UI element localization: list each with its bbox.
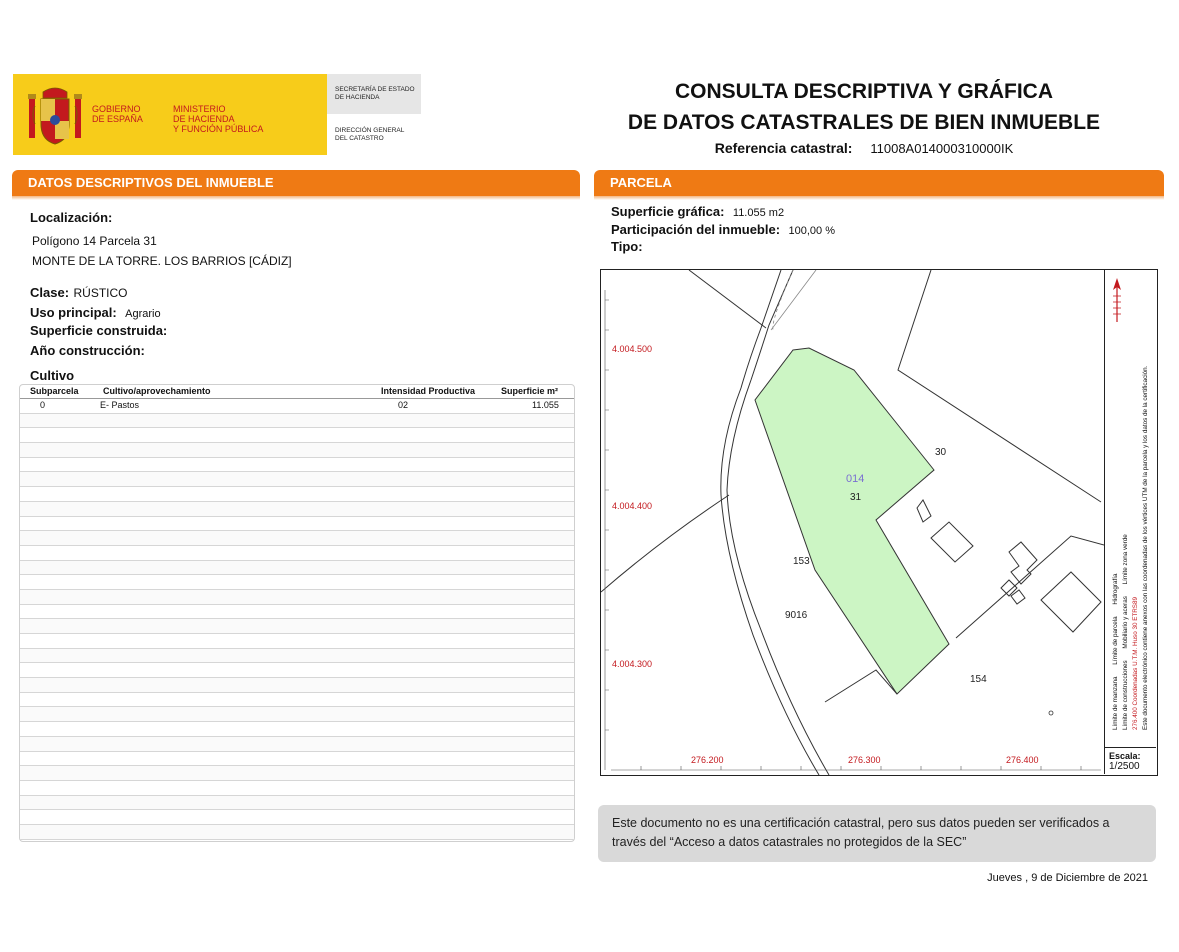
localizacion-line2: MONTE DE LA TORRE. LOS BARRIOS [CÁDIZ] [32, 254, 292, 268]
table-row: 0 E- Pastos 02 11.055 [20, 399, 574, 414]
table-row-empty [20, 414, 574, 429]
x-coord-label: 276.300 [848, 755, 881, 765]
scale-value: 1/2500 [1109, 761, 1140, 772]
reference-value: 11008A014000310000IK [870, 141, 1014, 156]
tipo-label: Tipo: [611, 239, 643, 254]
descriptive-data-header: DATOS DESCRIPTIVOS DEL INMUEBLE [12, 170, 580, 196]
reference-row [596, 140, 1132, 156]
map-drawing [601, 270, 1104, 775]
scale-box: Escala: 1/2500 [1104, 747, 1156, 774]
coat-of-arms-icon [27, 84, 83, 146]
parcel-31-polygon [755, 348, 949, 694]
table-row-empty [20, 575, 574, 590]
table-row-empty [20, 634, 574, 649]
map-legend [1104, 270, 1156, 747]
table-row-empty [20, 678, 574, 693]
certification-notice: Este documento no es una certificación catastral, pero sus datos pueden ser verificados a través del “Acceso a datos catastrales no protegidos de la SEC” [598, 805, 1156, 862]
table-row-empty [20, 737, 574, 752]
parcel-code-label: 014 [846, 473, 865, 485]
localizacion-line1: Polígono 14 Parcela 31 [32, 234, 157, 248]
table-row-empty [20, 590, 574, 605]
cultivo-label: Cultivo [30, 368, 75, 383]
table-row-empty [20, 796, 574, 811]
table-row-empty [20, 517, 574, 532]
catastro-logo [327, 74, 421, 155]
clase-row: Clase: RÚSTICO [30, 285, 128, 300]
table-row-empty [20, 487, 574, 502]
table-row-empty [20, 605, 574, 620]
cultivo-table [19, 384, 575, 842]
participacion-row: Participación del inmueble: 100,00 % [611, 222, 835, 237]
y-coord-label: 4.004.300 [612, 659, 653, 669]
table-row-empty [20, 825, 574, 840]
table-row-empty [20, 458, 574, 473]
table-row-empty [20, 810, 574, 825]
ministry-logo [13, 74, 327, 155]
table-row-empty [20, 443, 574, 458]
gobierno-text: GOBIERNO DE ESPAÑA [92, 104, 143, 124]
parcel-number-label: 31 [850, 492, 862, 503]
reference-label: Referencia catastral: [714, 140, 853, 156]
government-logo-block [13, 74, 421, 155]
parcel-number-label: 9016 [785, 610, 808, 621]
uso-value: Agrario [125, 308, 161, 320]
clase-value: RÚSTICO [73, 286, 128, 300]
table-row-empty [20, 781, 574, 796]
parcel-number-label: 153 [793, 556, 810, 567]
document-date: Jueves , 9 de Diciembre de 2021 [987, 872, 1148, 884]
table-row-empty [20, 619, 574, 634]
table-row-empty [20, 663, 574, 678]
table-row-empty [20, 561, 574, 576]
anio-construccion-label: Año construcción: [30, 343, 145, 358]
superficie-grafica-value: 11.055 m2 [732, 207, 785, 219]
cultivo-table-header: Subparcela Cultivo/aprovechamiento Intensidad Productiva Superficie m² [20, 385, 574, 399]
y-coord-label: 4.004.400 [612, 501, 653, 511]
x-coord-label: 276.200 [691, 755, 724, 765]
uso-principal-row: Uso principal: Agrario [30, 305, 161, 320]
x-coord-label: 276.400 [1006, 755, 1039, 765]
table-row-empty [20, 531, 574, 546]
localizacion-label: Localización: [30, 210, 113, 225]
secretaria-text: SECRETARÍA DE ESTADO DE HACIENDA [335, 86, 415, 101]
y-coord-label: 4.004.500 [612, 344, 653, 354]
empty-rows [20, 414, 574, 840]
table-row-empty [20, 707, 574, 722]
document-title: CONSULTA DESCRIPTIVA Y GRÁFICA DE DATOS CATASTRALES DE BIEN INMUEBLE [627, 80, 1101, 134]
table-row-empty [20, 693, 574, 708]
table-row-empty [20, 766, 574, 781]
parcela-header: PARCELA [594, 170, 1164, 196]
parcel-number-label: 30 [935, 447, 947, 458]
table-row-empty [20, 722, 574, 737]
superficie-grafica-row: Superficie gráfica: 11.055 m2 [611, 204, 785, 219]
participacion-value: 100,00 % [788, 225, 835, 237]
ministry-text: MINISTERIO DE HACIENDA Y FUNCIÓN PÚBLICA [173, 104, 264, 134]
direccion-text: DIRECCIÓN GENERAL DEL CATASTRO [335, 127, 405, 142]
legend-text: Límite de manzana Límite de parcela Hidrografía Límite de construcciones Mobiliario y aceras Límite zona verde 276.400 Coordenadas U.T.M. Huso 30 ETRS89 Este documento electrónico contiene anexos con las coordenadas de los vértices UTM de la parcela y los datos de la certificación. [1112, 365, 1149, 730]
cadastral-map [600, 269, 1158, 776]
table-row-empty [20, 472, 574, 487]
superficie-construida-label: Superficie construida: [30, 323, 168, 338]
table-row-empty [20, 502, 574, 517]
table-row-empty [20, 546, 574, 561]
table-row-empty [20, 752, 574, 767]
table-row-empty [20, 649, 574, 664]
table-row-empty [20, 428, 574, 443]
parcel-number-label: 154 [970, 674, 987, 685]
